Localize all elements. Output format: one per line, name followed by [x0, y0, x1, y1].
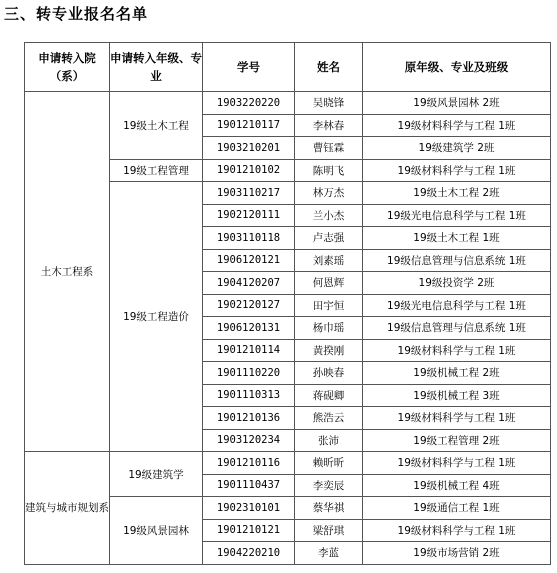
- origin-class-cell: 19级土木工程 1班: [363, 227, 551, 250]
- origin-class-cell: 19级市场营销 2班: [363, 542, 551, 565]
- header-origin: 原年级、专业及班级: [363, 43, 551, 92]
- student-name-cell: 林万杰: [295, 182, 363, 205]
- table-body: [25, 92, 551, 565]
- student-name-cell: 蔡华祺: [295, 497, 363, 520]
- student-id-cell: 1902310101: [203, 497, 295, 520]
- student-id-cell: 1903210201: [203, 137, 295, 160]
- student-name-cell: 陈明飞: [295, 159, 363, 182]
- table-row: [25, 452, 551, 475]
- origin-class-cell: 19级光电信息科学与工程 1班: [363, 294, 551, 317]
- student-id-cell: 1906120121: [203, 249, 295, 272]
- origin-class-cell: 19级材料科学与工程 1班: [363, 519, 551, 542]
- origin-class-cell: 19级投资学 2班: [363, 272, 551, 295]
- student-name-cell: 李林春: [295, 114, 363, 137]
- student-name-cell: 李奕辰: [295, 474, 363, 497]
- page-title: 三、转专业报名名单: [4, 5, 149, 23]
- origin-class-cell: 19级机械工程 4班: [363, 474, 551, 497]
- student-id-cell: 1901210102: [203, 159, 295, 182]
- student-id-cell: 1902120111: [203, 204, 295, 227]
- student-id-cell: 1903110217: [203, 182, 295, 205]
- origin-class-cell: 19级信息管理与信息系统 1班: [363, 317, 551, 340]
- student-name-cell: 李蓝: [295, 542, 363, 565]
- target-major-cell: 19级工程管理: [110, 159, 203, 182]
- origin-class-cell: 19级土木工程 2班: [363, 182, 551, 205]
- student-name-cell: 兰小杰: [295, 204, 363, 227]
- origin-class-cell: 19级通信工程 1班: [363, 497, 551, 520]
- origin-class-cell: 19级风景园林 2班: [363, 92, 551, 115]
- student-id-cell: 1901110220: [203, 362, 295, 385]
- student-id-cell: 1904220210: [203, 542, 295, 565]
- target-dept-cell: 土木工程系: [25, 92, 110, 452]
- student-name-cell: 孙映春: [295, 362, 363, 385]
- header-student-id: 学号: [203, 43, 295, 92]
- transfer-applicant-table: [24, 42, 551, 565]
- student-id-cell: 1901210121: [203, 519, 295, 542]
- student-id-cell: 1902120127: [203, 294, 295, 317]
- origin-class-cell: 19级工程管理 2班: [363, 429, 551, 452]
- student-name-cell: 卢志强: [295, 227, 363, 250]
- student-name-cell: 曹钰霖: [295, 137, 363, 160]
- student-id-cell: 1901110313: [203, 384, 295, 407]
- origin-class-cell: 19级光电信息科学与工程 1班: [363, 204, 551, 227]
- origin-class-cell: 19级材料科学与工程 1班: [363, 407, 551, 430]
- student-name-cell: 杨巾瑶: [295, 317, 363, 340]
- origin-class-cell: 19级信息管理与信息系统 1班: [363, 249, 551, 272]
- student-name-cell: 蒋砚卿: [295, 384, 363, 407]
- student-id-cell: 1903110118: [203, 227, 295, 250]
- origin-class-cell: 19级材料科学与工程 1班: [363, 339, 551, 362]
- student-name-cell: 何恩辉: [295, 272, 363, 295]
- student-name-cell: 刘素瑶: [295, 249, 363, 272]
- student-id-cell: 1904120207: [203, 272, 295, 295]
- target-major-cell: 19级工程造价: [110, 182, 203, 452]
- student-id-cell: 1906120131: [203, 317, 295, 340]
- header-name: 姓名: [295, 43, 363, 92]
- origin-class-cell: 19级材料科学与工程 1班: [363, 452, 551, 475]
- origin-class-cell: 19级建筑学 2班: [363, 137, 551, 160]
- student-name-cell: 张沛: [295, 429, 363, 452]
- target-major-cell: 19级建筑学: [110, 452, 203, 497]
- student-name-cell: 田宇恒: [295, 294, 363, 317]
- student-name-cell: 梁舒琪: [295, 519, 363, 542]
- student-name-cell: 黄揆刚: [295, 339, 363, 362]
- origin-class-cell: 19级材料科学与工程 1班: [363, 159, 551, 182]
- student-id-cell: 1901110437: [203, 474, 295, 497]
- student-name-cell: 赖昕昕: [295, 452, 363, 475]
- student-id-cell: 1901210117: [203, 114, 295, 137]
- target-major-cell: 19级风景园林: [110, 497, 203, 565]
- target-major-cell: 19级土木工程: [110, 92, 203, 160]
- student-name-cell: 吴晓锋: [295, 92, 363, 115]
- student-id-cell: 1901210136: [203, 407, 295, 430]
- student-id-cell: 1901210116: [203, 452, 295, 475]
- table-header-row: [25, 43, 551, 92]
- target-dept-cell: 建筑与城市规划系: [25, 452, 110, 565]
- origin-class-cell: 19级机械工程 3班: [363, 384, 551, 407]
- student-id-cell: 1901210114: [203, 339, 295, 362]
- student-id-cell: 1903220220: [203, 92, 295, 115]
- header-target-major: 申请转入年级、专业: [110, 43, 203, 92]
- origin-class-cell: 19级材料科学与工程 1班: [363, 114, 551, 137]
- header-target-dept: 申请转入院（系）: [25, 43, 110, 92]
- student-id-cell: 1903120234: [203, 429, 295, 452]
- student-name-cell: 熊浩云: [295, 407, 363, 430]
- table-row: [25, 92, 551, 115]
- origin-class-cell: 19级机械工程 2班: [363, 362, 551, 385]
